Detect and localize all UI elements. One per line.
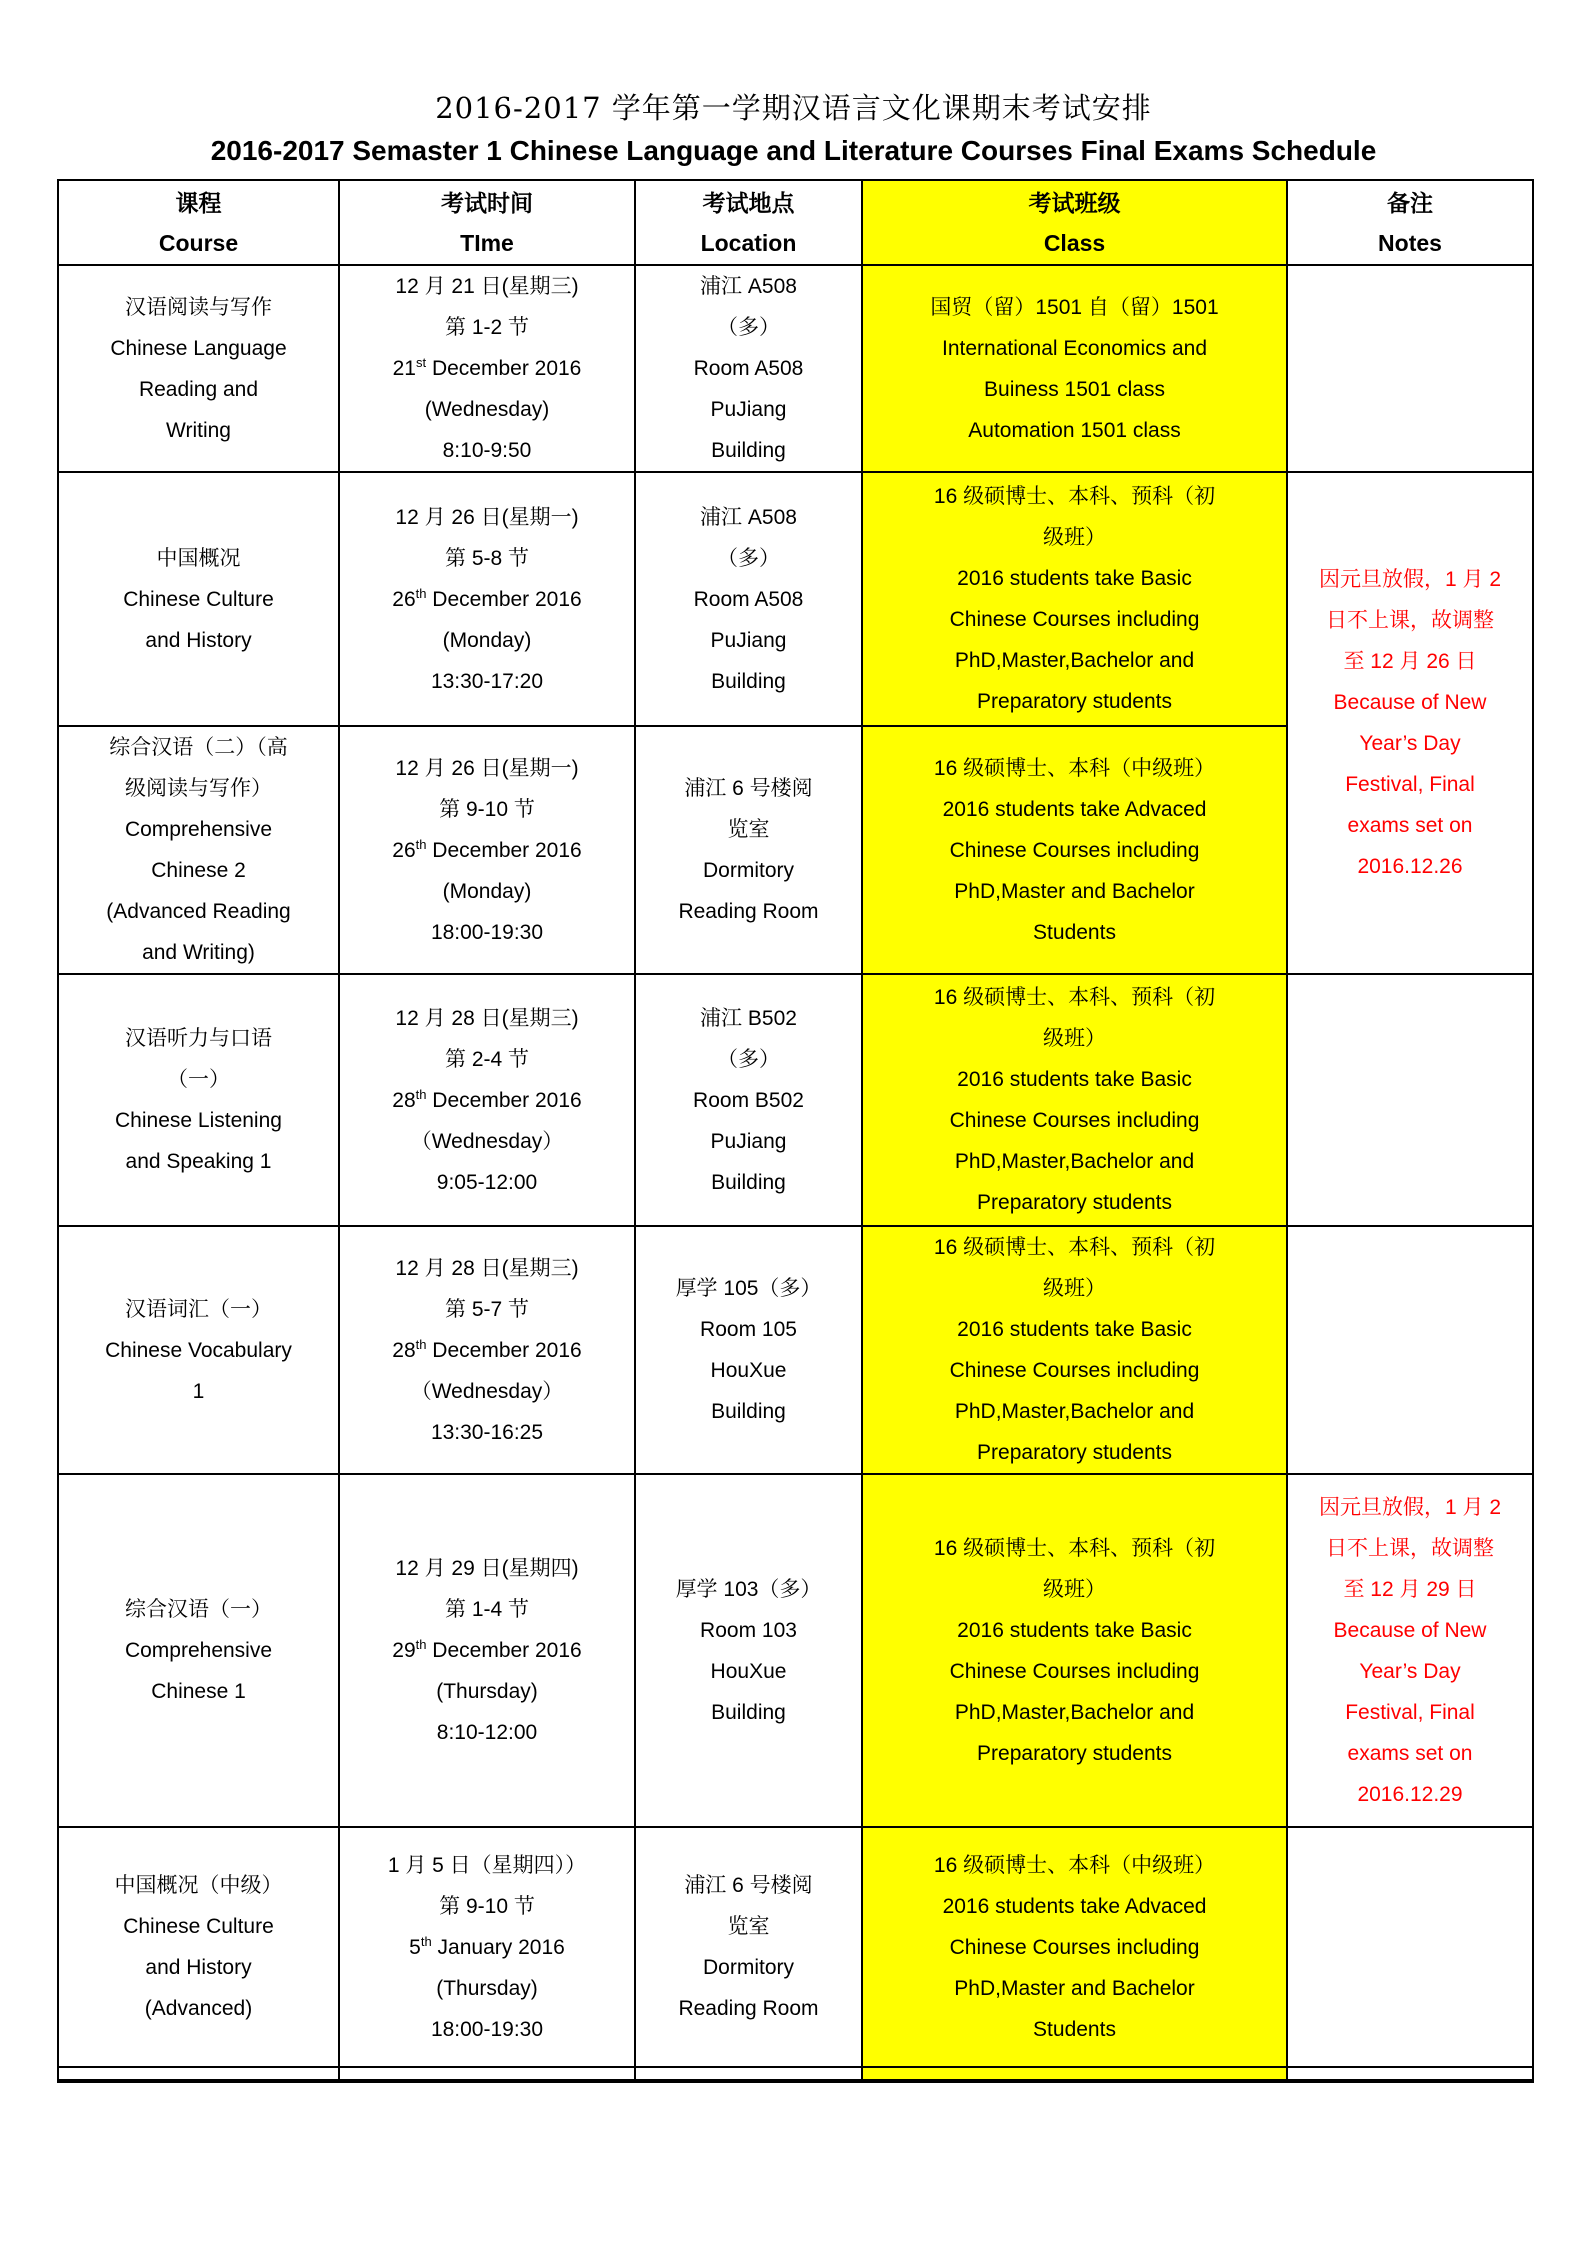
document-title-en: 2016-2017 Semaster 1 Chinese Language and Literature Courses Final Exams Schedule <box>210 135 1377 166</box>
cell-line: 21st December 2016 <box>392 355 582 380</box>
cell-line: 2016 students take Advaced <box>942 797 1207 821</box>
class-cell <box>862 1827 1287 2067</box>
table-row <box>58 472 1533 726</box>
time-cell <box>339 974 635 1226</box>
cell-line: 2016 students take Basic <box>957 1068 1192 1091</box>
cell-line: Chinese 2 <box>151 859 246 882</box>
location-cell <box>635 472 862 726</box>
header-cell-notes <box>1287 180 1533 265</box>
cell-line: Writing <box>166 418 231 442</box>
empty-cell <box>58 2067 339 2081</box>
table-row <box>58 1827 1533 2067</box>
cell-line: Reading Room <box>678 900 819 923</box>
cell-line: Room 105 <box>700 1318 797 1341</box>
cell-line: International Economics and <box>942 336 1207 360</box>
cell-line: 级班） <box>1043 1277 1106 1300</box>
cell-line: 考试班级 <box>1028 189 1121 216</box>
cell-line: (Monday) <box>442 879 532 903</box>
header-cell-time <box>339 180 635 265</box>
cell-line: 16 级硕博士、本科（中级班） <box>933 756 1216 780</box>
cell-line: （多） <box>717 1047 780 1071</box>
cell-line: 浦江 6 号楼阅 <box>684 1874 813 1897</box>
cell-line: 16 级硕博士、本科（中级班） <box>933 1853 1216 1877</box>
cell-line: and Writing) <box>142 941 255 964</box>
location-cell <box>635 726 862 974</box>
cell-line: 8:10-12:00 <box>436 1721 538 1744</box>
cell-line: 16 级硕博士、本科、预科（初 <box>933 1236 1216 1259</box>
cell-line: Preparatory students <box>977 1191 1172 1214</box>
class-cell <box>862 974 1287 1226</box>
cell-line: 综合汉语（二）（高 <box>109 736 288 759</box>
cell-line: 2016.12.26 <box>1357 855 1463 878</box>
cell-line: and History <box>145 628 252 652</box>
cell-line: (Thursday) <box>436 1680 538 1703</box>
cell-line: 2016 students take Basic <box>957 1618 1192 1642</box>
cell-line: 12 月 21 日(星期三) <box>395 275 579 298</box>
cell-line: Reading Room <box>678 1997 819 2020</box>
cell-line: 12 月 28 日(星期三) <box>395 1006 579 1030</box>
cell-line: 中国概况 <box>156 546 241 570</box>
cell-line: PhD,Master,Bachelor and <box>954 1150 1195 1173</box>
cell-line: 备注 <box>1387 189 1433 216</box>
cell-line: Reading and <box>138 377 259 401</box>
cell-line: 考试地点 <box>702 189 795 216</box>
cell-line: 浦江 A508 <box>700 275 797 298</box>
document-title-zh: 2016-2017 学年第一学期汉语言文化课期末考试安排 <box>435 91 1152 125</box>
cell-line: Dormitory <box>702 1956 794 1979</box>
cell-line: 26th December 2016 <box>392 585 582 611</box>
cell-line: 2016 students take Advaced <box>942 1894 1207 1918</box>
class-cell <box>862 1226 1287 1474</box>
cell-line: Comprehensive <box>124 1639 273 1662</box>
cell-line: PhD,Master,Bachelor and <box>954 1700 1195 1724</box>
cell-line: 级阅读与写作） <box>125 777 272 800</box>
time-cell <box>339 1827 635 2067</box>
cell-line: 29th December 2016 <box>392 1637 582 1662</box>
cell-line: Chinese Culture <box>123 587 274 611</box>
cell-line: （Wednesday） <box>410 1379 564 1403</box>
cell-line: Students <box>1033 920 1116 944</box>
cell-line: (Wednesday) <box>424 398 550 421</box>
cell-line: 5th January 2016 <box>409 1933 565 1959</box>
header-row <box>58 180 1533 265</box>
time-cell <box>339 1226 635 1474</box>
cell-line: Building <box>711 669 786 693</box>
course-cell <box>58 1474 339 1827</box>
cell-line: Notes <box>1378 229 1442 256</box>
cell-line: 第 5-7 节 <box>444 1297 530 1321</box>
time-cell <box>339 472 635 726</box>
cell-line: Students <box>1033 2017 1116 2041</box>
cell-line: 浦江 6 号楼阅 <box>684 777 813 800</box>
class-cell <box>862 726 1287 974</box>
time-cell <box>339 726 635 974</box>
cell-line: 中国概况（中级） <box>114 1874 283 1897</box>
cell-line: 览室 <box>727 1915 770 1938</box>
class-cell <box>862 265 1287 472</box>
cell-line: Year’s Day <box>1359 1659 1461 1683</box>
cell-line: PhD,Master and Bachelor <box>954 1976 1195 2000</box>
cell-line: 级班） <box>1043 526 1106 549</box>
cell-line: 第 9-10 节 <box>439 1894 535 1918</box>
cell-line: 考试时间 <box>441 189 533 216</box>
cell-line: exams set on <box>1347 1741 1473 1765</box>
notes-cell <box>1287 1827 1533 2067</box>
cell-line: TIme <box>460 229 514 256</box>
cell-line: 日不上课，故调整 <box>1326 609 1494 632</box>
cell-line: （多） <box>717 546 780 570</box>
cell-line: 12 月 26 日(星期一) <box>395 505 579 529</box>
exam-table-body <box>58 265 1533 2081</box>
empty-cell <box>339 2067 635 2081</box>
cell-line: 18:00-19:30 <box>430 920 544 944</box>
cell-line: 第 1-2 节 <box>444 316 530 339</box>
cell-line: Building <box>711 1700 786 1724</box>
cell-line: Automation 1501 class <box>968 418 1181 442</box>
cell-line: 2016.12.29 <box>1357 1782 1463 1806</box>
course-cell <box>58 726 339 974</box>
cell-line: Festival, Final <box>1345 1700 1475 1724</box>
cell-line: Building <box>711 1170 786 1194</box>
notes-cell <box>1287 472 1533 974</box>
cell-line: 16 级硕博士、本科、预科（初 <box>933 485 1216 508</box>
cell-line: Chinese Language <box>110 336 287 360</box>
class-cell <box>862 472 1287 726</box>
cell-line: 第 9-10 节 <box>439 797 535 821</box>
location-cell <box>635 1827 862 2067</box>
cell-line: Course <box>158 229 239 256</box>
cell-line: Because of New <box>1333 691 1487 714</box>
cell-line: PhD,Master,Bachelor and <box>954 1400 1195 1423</box>
cell-line: 9:05-12:00 <box>436 1170 538 1194</box>
course-cell <box>58 265 339 472</box>
location-cell <box>635 1474 862 1827</box>
cell-line: 18:00-19:30 <box>430 2017 544 2041</box>
cell-line: Room A508 <box>693 357 804 380</box>
cell-line: 因元旦放假，1 月 2 <box>1318 568 1502 591</box>
table-row <box>58 974 1533 1226</box>
cell-line: Preparatory students <box>977 1741 1172 1765</box>
header-cell-course <box>58 180 339 265</box>
cell-line: (Advanced) <box>144 1997 253 2020</box>
cell-line: PhD,Master,Bachelor and <box>954 649 1195 672</box>
cell-line: HouXue <box>710 1659 787 1683</box>
cell-line: 汉语听力与口语 <box>125 1027 272 1050</box>
cell-line: 因元旦放假，1 月 2 <box>1318 1495 1502 1519</box>
cell-line: 1 月 5 日（星期四）） <box>387 1853 587 1877</box>
empty-cell <box>1287 2067 1533 2081</box>
cell-line: 13:30-17:20 <box>430 669 544 693</box>
cell-line: Buiness 1501 class <box>984 377 1165 401</box>
cell-line: PuJiang <box>710 628 787 652</box>
time-cell <box>339 265 635 472</box>
course-cell <box>58 1827 339 2067</box>
cell-line: exams set on <box>1347 814 1473 837</box>
cell-line: Building <box>711 439 786 462</box>
cell-line: (Monday) <box>442 628 532 652</box>
cell-line: 8:10-9:50 <box>442 439 532 462</box>
cell-line: 浦江 B502 <box>700 1006 797 1030</box>
cell-line: 厚学 103（多） <box>675 1577 822 1601</box>
cell-line: and History <box>145 1956 252 1979</box>
partial-row <box>58 2067 1533 2081</box>
cell-line: Class <box>1043 229 1106 256</box>
cell-line: PuJiang <box>710 398 787 421</box>
table-row <box>58 265 1533 472</box>
cell-line: Chinese Courses including <box>949 608 1200 631</box>
cell-line: Location <box>700 229 797 256</box>
cell-line: 第 5-8 节 <box>444 546 530 570</box>
cell-line: Dormitory <box>702 859 794 882</box>
cell-line: Chinese Listening <box>115 1109 282 1132</box>
cell-line: Because of New <box>1333 1618 1487 1642</box>
cell-line: Building <box>711 1400 786 1423</box>
notes-cell <box>1287 265 1533 472</box>
cell-line: （Wednesday） <box>410 1129 564 1153</box>
cell-line: 级班） <box>1043 1577 1106 1601</box>
cell-line: (Thursday) <box>436 1976 538 2000</box>
cell-line: 12 月 29 日(星期四) <box>395 1557 579 1580</box>
cell-line: Year’s Day <box>1359 732 1461 755</box>
notes-cell <box>1287 1474 1533 1827</box>
cell-line: 2016 students take Basic <box>957 567 1192 590</box>
cell-line: （多） <box>717 316 780 339</box>
course-cell <box>58 974 339 1226</box>
cell-line: 汉语词汇（一） <box>125 1297 272 1321</box>
table-row <box>58 1474 1533 1827</box>
cell-line: 浦江 A508 <box>700 505 797 529</box>
course-cell <box>58 1226 339 1474</box>
cell-line: Chinese Culture <box>123 1915 274 1938</box>
cell-line: 级班） <box>1043 1027 1106 1050</box>
empty-cell <box>635 2067 862 2081</box>
cell-line: 第 2-4 节 <box>444 1047 530 1071</box>
cell-line: and Speaking 1 <box>125 1150 272 1173</box>
cell-line: 16 级硕博士、本科、预科（初 <box>933 1536 1216 1560</box>
cell-line: 览室 <box>727 818 770 841</box>
cell-line: Room B502 <box>693 1088 804 1112</box>
cell-line: 综合汉语（一） <box>125 1598 272 1621</box>
cell-line: 1 <box>192 1379 205 1403</box>
cell-line: Room 103 <box>700 1618 797 1642</box>
cell-line: 13:30-16:25 <box>430 1420 544 1444</box>
cell-line: 26th December 2016 <box>392 836 582 862</box>
cell-line: Chinese Courses including <box>949 1935 1200 1959</box>
cell-line: Preparatory students <box>977 690 1172 713</box>
cell-line: 16 级硕博士、本科、预科（初 <box>933 986 1216 1009</box>
cell-line: 厚学 105（多） <box>675 1277 822 1300</box>
cell-line: Festival, Final <box>1345 773 1475 796</box>
cell-line: Preparatory students <box>977 1441 1172 1464</box>
cell-line: 课程 <box>175 189 222 216</box>
location-cell <box>635 974 862 1226</box>
cell-line: 汉语阅读与写作 <box>125 295 272 319</box>
notes-cell <box>1287 974 1533 1226</box>
cell-line: 日不上课，故调整 <box>1326 1536 1494 1560</box>
cell-line: 28th December 2016 <box>392 1086 582 1112</box>
location-cell <box>635 1226 862 1474</box>
cell-line: Chinese Courses including <box>949 1109 1200 1132</box>
cell-line: 国贸（留）1501 自（留）1501 <box>930 295 1219 319</box>
cell-line: Chinese Courses including <box>949 1359 1200 1382</box>
table-row <box>58 1226 1533 1474</box>
cell-line: 12 月 28 日(星期三) <box>395 1256 579 1280</box>
cell-line: Chinese Vocabulary <box>105 1338 292 1362</box>
cell-line: Room A508 <box>693 587 804 611</box>
exam-schedule-table <box>57 179 1534 2083</box>
cell-line: 12 月 26 日(星期一) <box>395 756 579 780</box>
cell-line: Chinese Courses including <box>949 838 1200 862</box>
cell-line: 28th December 2016 <box>392 1336 582 1362</box>
header-cell-location <box>635 180 862 265</box>
cell-line: 第 1-4 节 <box>444 1598 530 1621</box>
cell-line: PhD,Master and Bachelor <box>954 879 1195 903</box>
table-header <box>58 180 1533 265</box>
cell-line: HouXue <box>710 1359 787 1382</box>
cell-line: Chinese Courses including <box>949 1659 1200 1683</box>
class-cell <box>862 1474 1287 1827</box>
cell-line: 至 12 月 26 日 <box>1343 650 1477 673</box>
cell-line: PuJiang <box>710 1129 787 1153</box>
cell-line: 2016 students take Basic <box>957 1318 1192 1341</box>
cell-line: Comprehensive <box>124 818 273 841</box>
class-cell <box>862 2067 1287 2081</box>
time-cell <box>339 1474 635 1827</box>
cell-line: 至 12 月 29 日 <box>1343 1577 1477 1601</box>
notes-cell <box>1287 1226 1533 1474</box>
cell-line: （一） <box>167 1068 230 1091</box>
location-cell <box>635 265 862 472</box>
cell-line: Chinese 1 <box>151 1680 246 1703</box>
header-cell-class <box>862 180 1287 265</box>
cell-line: (Advanced Reading <box>106 900 291 923</box>
course-cell <box>58 472 339 726</box>
